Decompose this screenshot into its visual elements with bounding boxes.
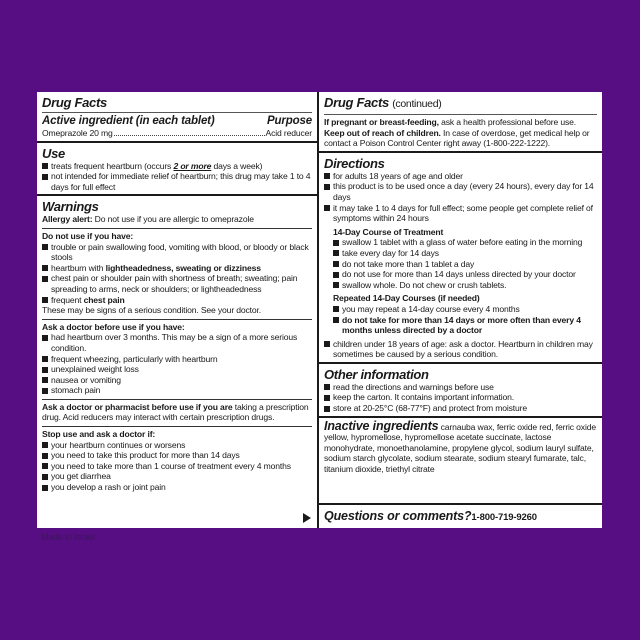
course-item: swallow whole. Do not chew or crush tablets. [333, 280, 597, 291]
pregnant-warning: If pregnant or breast-feeding, ask a health professional before use. [324, 117, 577, 127]
course-item: take every day for 14 days [333, 248, 597, 259]
active-ingredient-header-row [42, 115, 312, 128]
ask-doctor-header: Ask a doctor before use if you have: [42, 321, 185, 332]
ingredient-row [42, 128, 312, 139]
stop-use-list [42, 440, 312, 493]
stop-use-item: you need to take this product for more than 14 days [42, 450, 312, 461]
stop-use-item: you need to take more than 1 course of treatment every 4 months [42, 461, 312, 472]
other-information-title: Other information [324, 366, 429, 382]
active-ingredient-header: Active ingredient (in each tablet) [42, 115, 215, 127]
directions-item: for adults 18 years of age and older [324, 171, 597, 182]
ask-doctor-item: frequent wheezing, particularly with heartburn [42, 354, 312, 365]
questions-section [319, 505, 602, 528]
made-in-country: Made in Israel [41, 532, 95, 542]
use-item: treats frequent heartburn (occurs 2 or more days a week) [42, 161, 312, 172]
do-not-use-item: trouble or pain swallowing food, vomiting with blood, or bloody or black stools [42, 242, 312, 263]
allergy-alert: Allergy alert: Do not use if you are allergic to omeprazole [42, 214, 254, 225]
repeat-item: do not take for more than 14 days or more often than every 4 months unless directed by a doctor [333, 315, 597, 336]
leader-dots [114, 135, 265, 136]
use-section [37, 143, 317, 195]
directions-item: this product is to be used once a day (every 24 hours), every day for 14 days [324, 181, 597, 202]
repeat-header: Repeated 14-Day Courses (if needed) [333, 293, 480, 304]
stop-use-item: you develop a rash or joint pain [42, 482, 312, 493]
questions-phone: 1-800-719-9260 [471, 512, 537, 523]
questions-label: Questions or comments? [324, 509, 472, 523]
other-information-list [324, 382, 597, 414]
course-item: do not use for more than 14 days unless directed by your doctor [333, 269, 597, 280]
directions-title: Directions [324, 155, 385, 171]
stop-use-header: Stop use and ask a doctor if: [42, 429, 156, 440]
ask-doctor-item: unexplained weight loss [42, 364, 312, 375]
drug-facts-right-column [319, 92, 602, 528]
do-not-use-item: frequent chest pain [42, 295, 312, 306]
directions-section [319, 153, 602, 362]
ask-doctor-item: stomach pain [42, 385, 312, 396]
other-information-item: keep the carton. It contains important information. [324, 392, 597, 403]
inactive-ingredients-title: Inactive ingredients [324, 418, 439, 433]
course-header: 14-Day Course of Treatment [333, 226, 444, 237]
course-item: swallow 1 tablet with a glass of water before eating in the morning [333, 237, 597, 248]
warnings-title: Warnings [42, 199, 99, 215]
do-not-use-item: heartburn with lightheadedness, sweating or dizziness [42, 263, 312, 274]
continued-arrow-icon [303, 513, 311, 523]
active-ingredient-section [37, 92, 317, 141]
directions-item: it may take 1 to 4 days for full effect; some people get complete relief of symptoms within 24 hours [324, 203, 597, 224]
drug-facts-continued-title: Drug Facts (continued) [324, 95, 442, 110]
continued-section [319, 92, 602, 151]
ask-pharmacist: Ask a doctor or pharmacist before use if you are taking a prescription drug. Acid reducers may interact with certain prescription drugs. [42, 401, 309, 423]
repeat-item: you may repeat a 14-day course every 4 months [333, 304, 597, 315]
inactive-ingredients-list: carnauba wax, ferric oxide red, ferric oxide yellow, hypromellose, hypromellose acetate succinate, lactose monohydrate, monoethanolamine, propylene glycol, sodium lauryl sulfate, sodium starch glycolate, sodium stearate, sodium stearyl fumarate, talc, titanium dioxide, triethyl citrate [324, 421, 596, 475]
ask-doctor-item: nausea or vomiting [42, 375, 312, 386]
other-information-item: read the directions and warnings before use [324, 382, 597, 393]
do-not-use-header: Do not use if you have: [42, 230, 134, 241]
other-information-item: store at 20-25°C (68-77°F) and protect from moisture [324, 403, 597, 414]
stop-use-item: you get diarrhea [42, 471, 312, 482]
ingredient-name: Omeprazole 20 mg [42, 128, 113, 138]
ask-doctor-list [42, 332, 312, 396]
do-not-use-item: chest pain or shoulder pain with shortness of breath; sweating; pain spreading to arms, neck or shoulders; or lightheadedness [42, 273, 312, 294]
children-warning: children under 18 years of age: ask a doctor. Heartburn in children may sometimes be caused by a serious condition. [324, 339, 597, 360]
keep-out-of-reach: Keep out of reach of children. In case of overdose, get medical help or contact a Poison Control Center right away (1-800-222-1222). [324, 127, 590, 149]
ingredient-purpose: Acid reducer [265, 128, 312, 138]
use-item: not intended for immediate relief of heartburn; this drug may take 1 to 4 days for full effect [42, 171, 312, 192]
use-title: Use [42, 145, 65, 161]
inactive-ingredients-section [319, 418, 602, 503]
drug-facts-title: Drug Facts [42, 95, 107, 110]
course-list [333, 237, 597, 290]
do-not-use-list [42, 242, 312, 306]
do-not-use-note: These may be signs of a serious condition. See your doctor. [42, 305, 262, 316]
warnings-section [37, 196, 317, 528]
repeat-list [333, 304, 597, 336]
drug-facts-left-column [37, 92, 317, 528]
directions-list [324, 171, 597, 224]
ask-doctor-item: had heartburn over 3 months. This may be a sign of a more serious condition. [42, 332, 312, 353]
course-item: do not take more than 1 tablet a day [333, 259, 597, 270]
purpose-header: Purpose [267, 115, 312, 127]
stop-use-item: your heartburn continues or worsens [42, 440, 312, 451]
drug-facts-label [37, 92, 602, 528]
other-information-section [319, 364, 602, 416]
